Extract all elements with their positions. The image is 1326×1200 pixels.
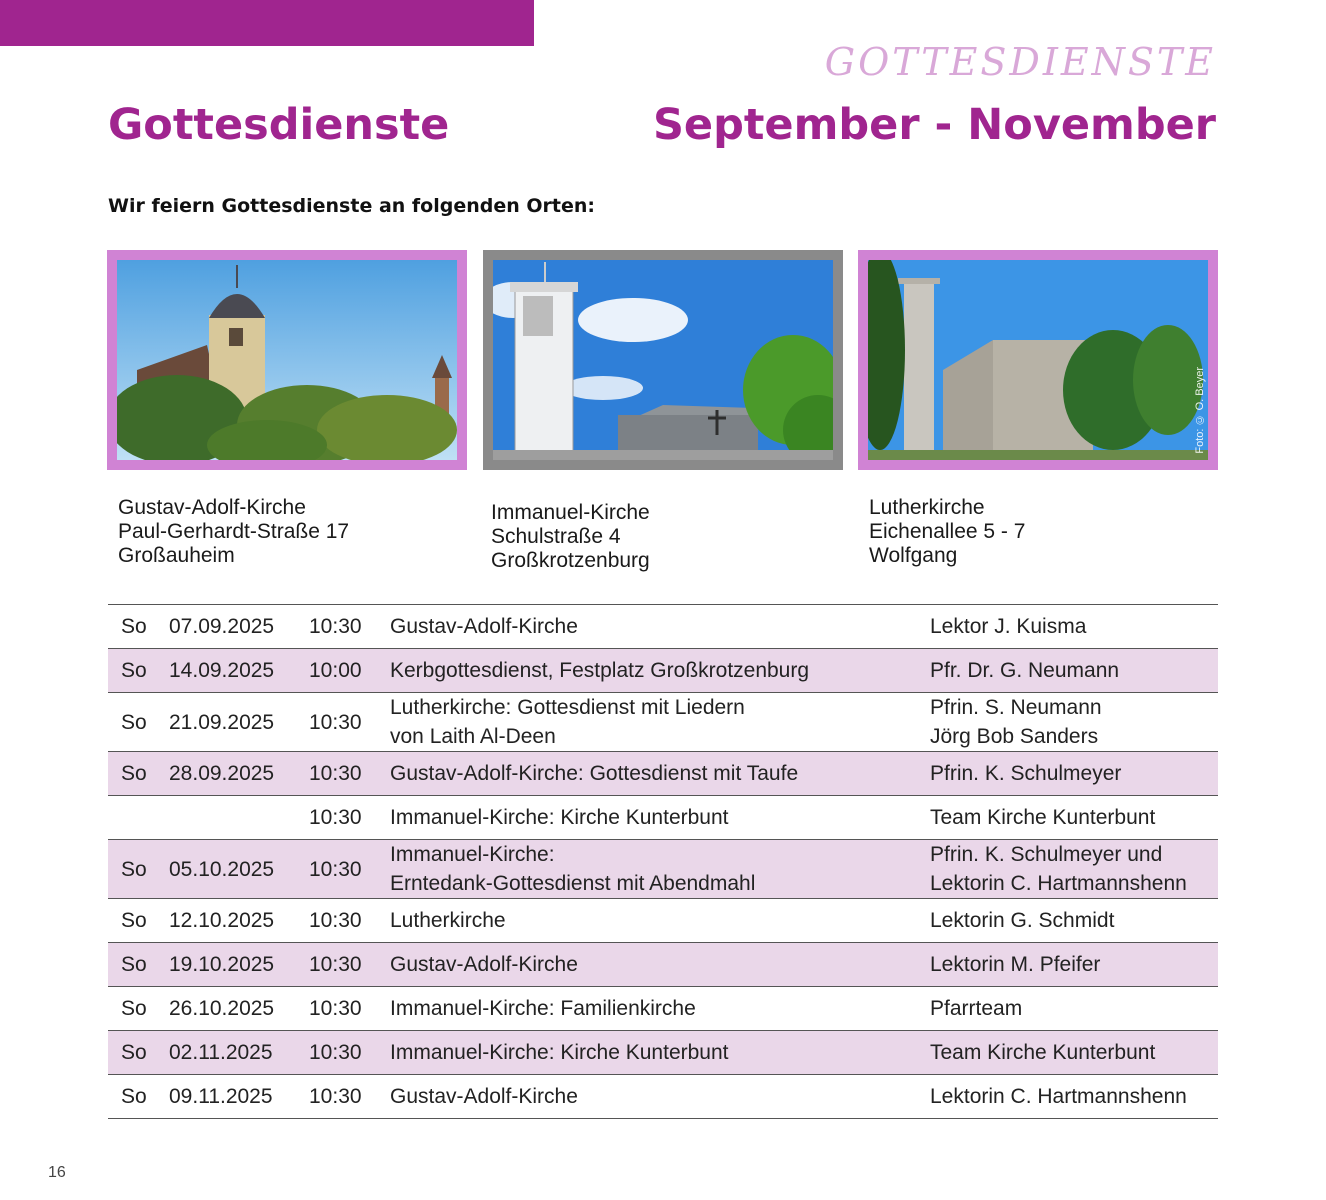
location-street: Schulstraße 4 [491, 525, 621, 548]
time-cell: 10:30 [309, 796, 390, 840]
location-name: Lutherkirche [869, 496, 985, 519]
leader-cell [930, 899, 1218, 943]
time-cell: 10:30 [309, 840, 390, 899]
time-cell: 10:30 [309, 1031, 390, 1075]
leader-line: Team Kirche Kunterbunt [930, 806, 1156, 829]
leader-cell [930, 1031, 1218, 1075]
time-cell: 10:30 [309, 693, 390, 752]
leader-cell [930, 840, 1218, 899]
table-row [108, 899, 1218, 943]
date-cell: 28.09.2025 [169, 752, 309, 796]
photo-credit: Foto: © O. Beyer [1194, 367, 1206, 454]
time-cell: 10:30 [309, 752, 390, 796]
time-cell: 10:30 [309, 899, 390, 943]
location-luther [869, 496, 1025, 568]
event-line: Immanuel-Kirche: [390, 843, 555, 866]
day-cell: So [108, 943, 169, 987]
leader-cell [930, 1075, 1218, 1119]
date-cell [169, 796, 309, 840]
event-cell [390, 840, 930, 899]
event-line: Immanuel-Kirche: Familienkirche [390, 997, 696, 1020]
date-cell: 02.11.2025 [169, 1031, 309, 1075]
date-cell: 19.10.2025 [169, 943, 309, 987]
leader-line: Pfrin. K. Schulmeyer und [930, 843, 1163, 866]
period-title: September - November [652, 100, 1216, 150]
page-title: Gottesdienste [108, 100, 450, 150]
bell-tower-image [493, 260, 833, 460]
leader-line: Lektorin G. Schmidt [930, 909, 1115, 932]
location-gustav-adolf [118, 496, 349, 568]
event-cell [390, 796, 930, 840]
table-row [108, 1031, 1218, 1075]
day-cell: So [108, 899, 169, 943]
time-cell: 10:00 [309, 649, 390, 693]
location-street: Eichenallee 5 - 7 [869, 520, 1026, 543]
church-tower-image [117, 260, 457, 460]
leader-line: Team Kirche Kunterbunt [930, 1041, 1156, 1064]
event-cell [390, 943, 930, 987]
event-cell [390, 1075, 930, 1119]
photo-lutherkirche [858, 250, 1218, 470]
event-line: von Laith Al-Deen [390, 725, 556, 748]
date-cell: 14.09.2025 [169, 649, 309, 693]
event-line: Immanuel-Kirche: Kirche Kunterbunt [390, 1041, 729, 1064]
date-cell: 12.10.2025 [169, 899, 309, 943]
leader-cell [930, 796, 1218, 840]
photo-immanuel-kirche [483, 250, 843, 470]
event-line: Erntedank-Gottesdienst mit Abendmahl [390, 872, 756, 895]
day-cell: So [108, 1031, 169, 1075]
event-cell [390, 693, 930, 752]
event-cell [390, 752, 930, 796]
leader-line: Pfr. Dr. G. Neumann [930, 659, 1120, 682]
event-cell [390, 649, 930, 693]
section-tag: GOTTESDIENSTE [824, 40, 1216, 84]
top-accent-bar [0, 0, 534, 46]
table-row [108, 943, 1218, 987]
leader-cell [930, 693, 1218, 752]
leader-line: Pfarrteam [930, 997, 1023, 1020]
service-schedule-table [108, 604, 1218, 1119]
time-cell: 10:30 [309, 1075, 390, 1119]
concrete-church-image [868, 260, 1208, 460]
date-cell: 21.09.2025 [169, 693, 309, 752]
event-line: Lutherkirche [390, 909, 506, 932]
location-name: Immanuel-Kirche [491, 501, 650, 524]
date-cell: 05.10.2025 [169, 840, 309, 899]
table-row [108, 693, 1218, 752]
time-cell: 10:30 [309, 943, 390, 987]
event-line: Gustav-Adolf-Kirche: Gottesdienst mit Taufe [390, 762, 799, 785]
location-name: Gustav-Adolf-Kirche [118, 496, 306, 519]
table-row [108, 649, 1218, 693]
event-line: Lutherkirche: Gottesdienst mit Liedern [390, 696, 745, 719]
day-cell: So [108, 840, 169, 899]
leader-cell [930, 605, 1218, 649]
location-town: Großkrotzenburg [491, 549, 650, 572]
event-cell [390, 1031, 930, 1075]
time-cell: 10:30 [309, 605, 390, 649]
leader-cell [930, 987, 1218, 1031]
date-cell: 09.11.2025 [169, 1075, 309, 1119]
day-cell [108, 796, 169, 840]
table-row [108, 987, 1218, 1031]
event-cell [390, 605, 930, 649]
table-row [108, 605, 1218, 649]
event-line: Gustav-Adolf-Kirche [390, 615, 578, 638]
table-row [108, 840, 1218, 899]
day-cell: So [108, 693, 169, 752]
event-cell [390, 899, 930, 943]
table-row [108, 796, 1218, 840]
date-cell: 07.09.2025 [169, 605, 309, 649]
location-town: Großauheim [118, 544, 235, 567]
day-cell: So [108, 987, 169, 1031]
day-cell: So [108, 605, 169, 649]
event-line: Gustav-Adolf-Kirche [390, 1085, 578, 1108]
time-cell: 10:30 [309, 987, 390, 1031]
leader-line: Pfrin. S. Neumann [930, 696, 1102, 719]
location-town: Wolfgang [869, 544, 958, 567]
event-line: Immanuel-Kirche: Kirche Kunterbunt [390, 806, 729, 829]
event-cell [390, 987, 930, 1031]
leader-cell [930, 943, 1218, 987]
leader-line: Pfrin. K. Schulmeyer [930, 762, 1122, 785]
date-cell: 26.10.2025 [169, 987, 309, 1031]
leader-cell [930, 752, 1218, 796]
leader-line: Lektorin C. Hartmannshenn [930, 872, 1187, 895]
day-cell: So [108, 649, 169, 693]
photo-gustav-adolf-kirche [107, 250, 467, 470]
leader-line: Lektorin C. Hartmannshenn [930, 1085, 1187, 1108]
page-number: 16 [48, 1164, 66, 1181]
leader-cell [930, 649, 1218, 693]
event-line: Kerbgottesdienst, Festplatz Großkrotzenburg [390, 659, 810, 682]
day-cell: So [108, 752, 169, 796]
table-row [108, 752, 1218, 796]
location-street: Paul-Gerhardt-Straße 17 [118, 520, 350, 543]
day-cell: So [108, 1075, 169, 1119]
leader-line: Lektor J. Kuisma [930, 615, 1087, 638]
location-immanuel [491, 501, 650, 573]
intro-text: Wir feiern Gottesdienste an folgenden Orten: [108, 195, 595, 217]
leader-line: Jörg Bob Sanders [930, 725, 1099, 748]
leader-line: Lektorin M. Pfeifer [930, 953, 1101, 976]
table-row [108, 1075, 1218, 1119]
event-line: Gustav-Adolf-Kirche [390, 953, 578, 976]
